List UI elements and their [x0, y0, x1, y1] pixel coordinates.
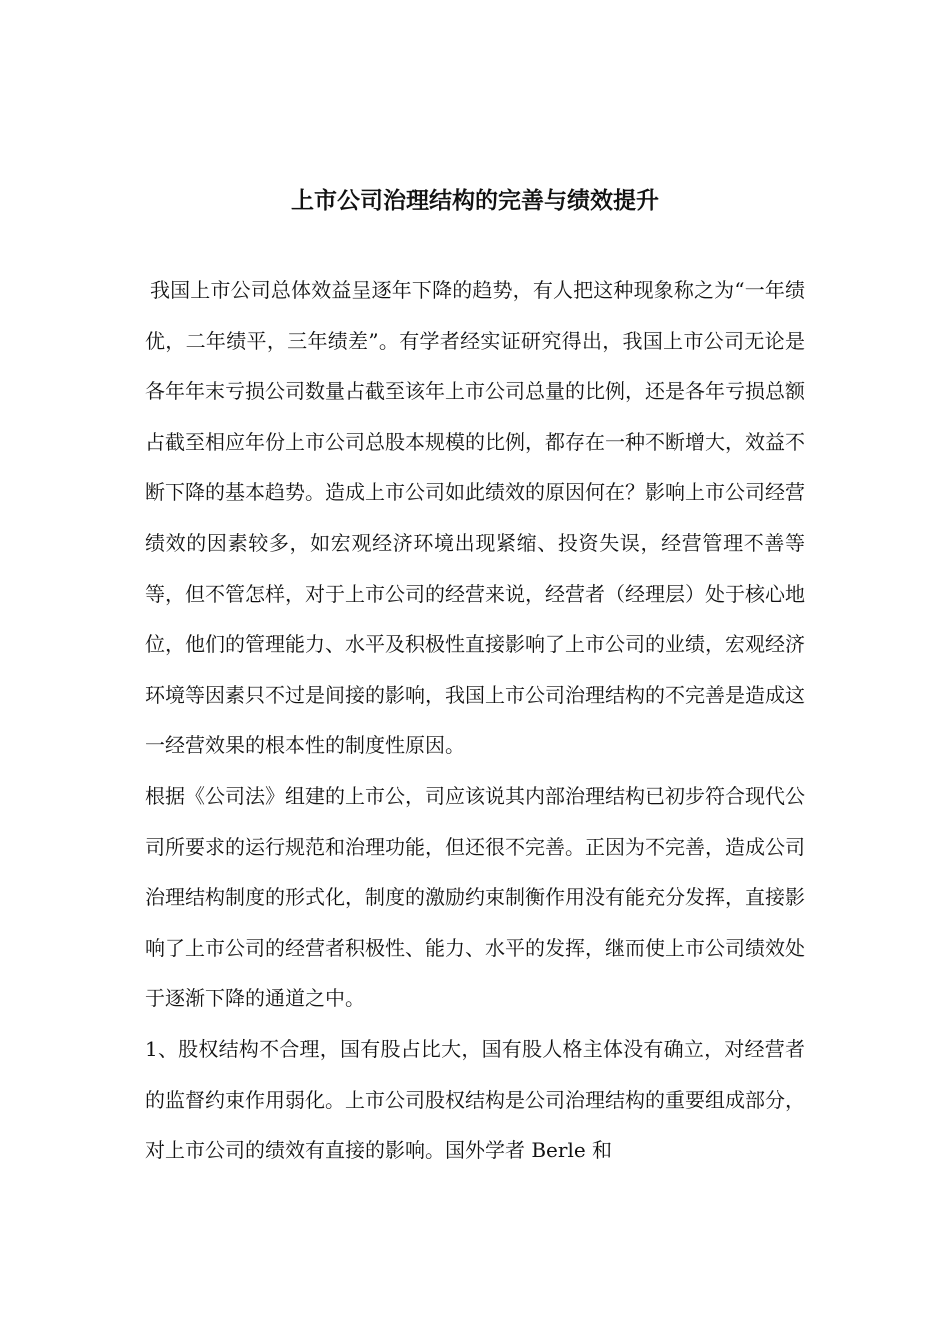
document-title: 上市公司治理结构的完善与绩效提升	[291, 187, 659, 214]
paragraph-2: 根据《公司法》组建的上市公，司应该说其内部治理结构已初步符合现代公司所要求的运行规范和治理功能，但还很不完善。正因为不完善，造成公司治理结构制度的形式化，制度的激励约束制衡作用没有能充分发挥，直接影响了上市公司的经营者积极性、能力、水平的发挥，继而使上市公司绩效处于逐渐下降的通道之中。	[145, 783, 805, 1011]
paragraph-1: 我国上市公司总体效益呈逐年下降的趋势，有人把这种现象称之为“一年绩优，二年绩平，三年绩差”。有学者经实证研究得出，我国上市公司无论是各年年末亏损公司数量占截至该年上市公司总量的比例，还是各年亏损总额占截至相应年份上市公司总股本规模的比例，都存在一种不断增大，效益不断下降的基本趋势。造成上市公司如此绩效的原因何在？影响上市公司经营绩效的因素较多，如宏观经济环境出现紧缩、投资失误，经营管理不善等等，但不管怎样，对于上市公司的经营来说，经营者（经理层）处于核心地位，他们的管理能力、水平及积极性直接影响了上市公司的业绩，宏观经济环境等因素只不过是间接的影响，我国上市公司治理结构的不完善是造成这一经营效果的根本性的制度性原因。	[145, 278, 805, 758]
document-body	[145, 265, 805, 1176]
paragraph-3: 1、股权结构不合理，国有股占比大，国有股人格主体没有确立，对经营者的监督约束作用弱化。上市公司股权结构是公司治理结构的重要组成部分，对上市公司的绩效有直接的影响。国外学者 Berle 和	[145, 1036, 805, 1163]
